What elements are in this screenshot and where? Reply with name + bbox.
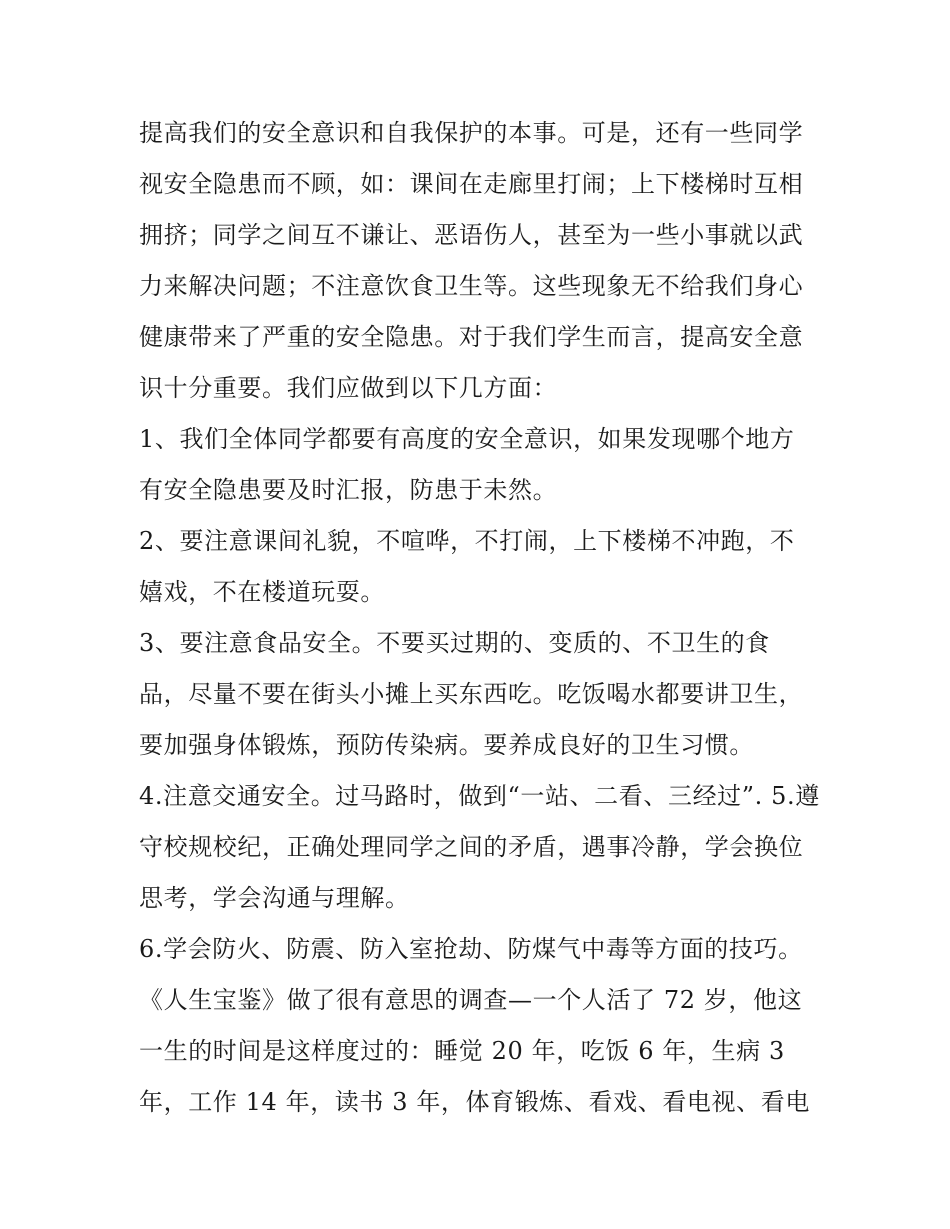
- text-line: 健康带来了严重的安全隐患。对于我们学生而言，提高安全意: [139, 323, 804, 351]
- text-line: 2、要注意课间礼貌，不喧哗，不打闹，上下楼梯不冲跑，不: [139, 527, 795, 555]
- text-line: 3、要注意食品安全。不要买过期的、变质的、不卫生的食: [139, 629, 770, 657]
- text-line: 要加强身体锻炼，预防传染病。要养成良好的卫生习惯。: [139, 731, 754, 759]
- text-line: 视安全隐患而不顾，如：课间在走廊里打闹；上下楼梯时互相: [139, 170, 804, 198]
- text-line: 6.学会防火、防震、防入室抢劫、防煤气中毒等方面的技巧。: [139, 935, 803, 963]
- text-line: 提高我们的安全意识和自我保护的本事。可是，还有一些同学: [139, 119, 804, 147]
- text-line: 拥挤；同学之间互不谦让、恶语伤人，甚至为一些小事就以武: [139, 221, 804, 249]
- text-line: 《人生宝鉴》做了很有意思的调查—一个人活了 72 岁，他这: [139, 986, 803, 1014]
- text-line: 4.注意交通安全。过马路时，做到“一站、二看、三经过”. 5.遵: [139, 782, 820, 810]
- text-line: 品，尽量不要在街头小摊上买东西吃。吃饭喝水都要讲卫生，: [139, 680, 804, 708]
- text-line: 力来解决问题；不注意饮食卫生等。这些现象无不给我们身心: [139, 272, 804, 300]
- text-line: 年，工作 14 年，读书 3 年，体育锻炼、看戏、看电视、看电: [139, 1088, 810, 1116]
- text-line: 守校规校纪，正确处理同学之间的矛盾，遇事冷静，学会换位: [139, 833, 804, 861]
- text-line: 一生的时间是这样度过的：睡觉 20 年，吃饭 6 年，生病 3: [139, 1037, 785, 1065]
- document-text: [139, 108, 819, 1128]
- text-line: 1、我们全体同学都要有高度的安全意识，如果发现哪个地方: [139, 425, 795, 453]
- text-line: 有安全隐患要及时汇报，防患于未然。: [139, 476, 558, 504]
- text-line: 思考，学会沟通与理解。: [139, 884, 410, 912]
- text-line: 嬉戏，不在楼道玩耍。: [139, 578, 385, 606]
- text-line: 识十分重要。我们应做到以下几方面：: [139, 374, 558, 402]
